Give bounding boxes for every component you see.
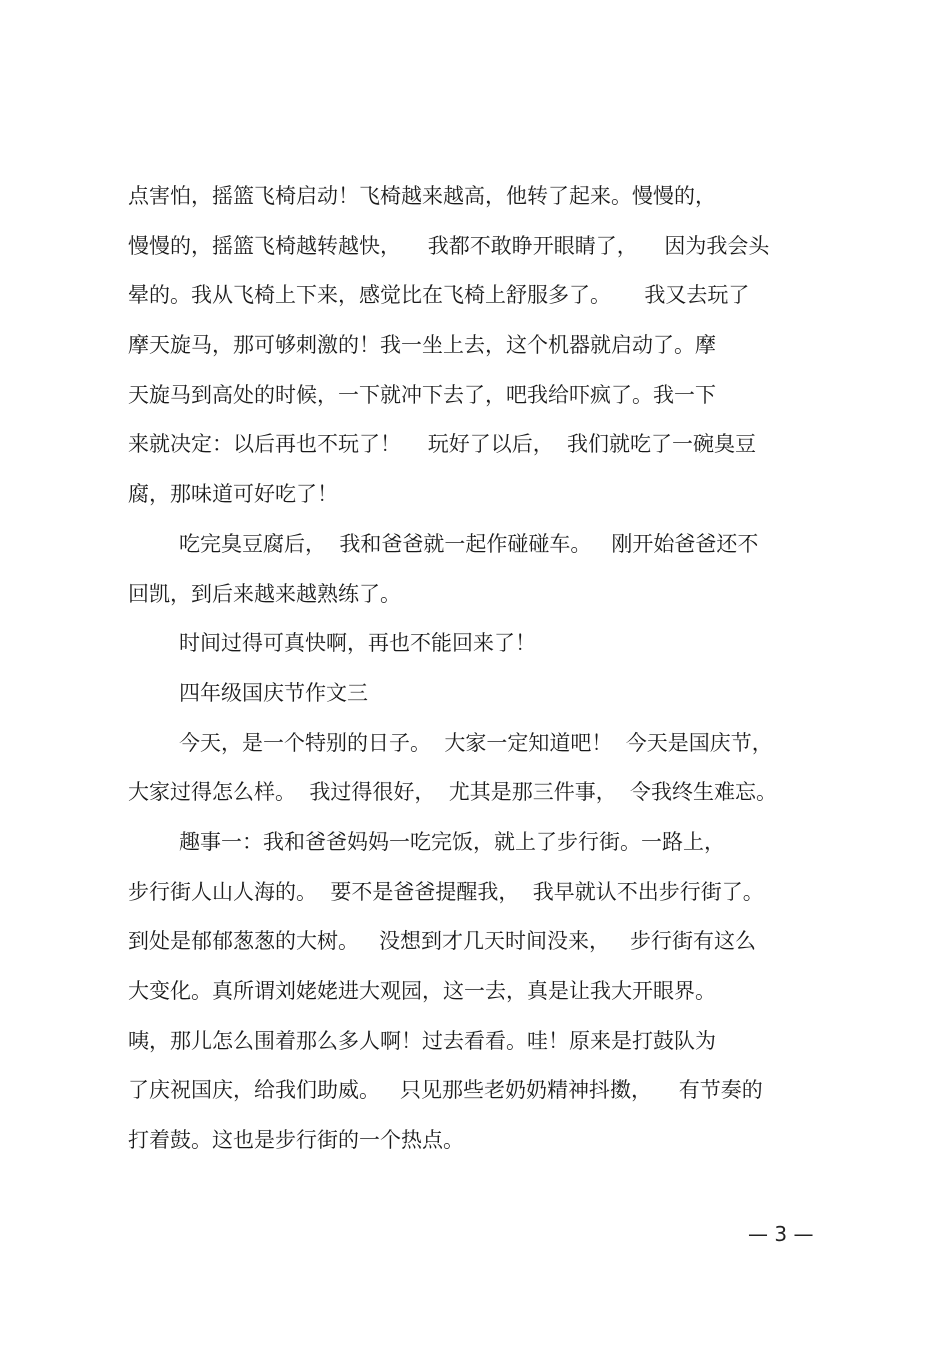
text-line: 慢慢的，摇篮飞椅越转越快， 我都不敢睁开眼睛了， 因为我会头 [128,233,770,258]
text-line: 大变化。真所谓刘姥姥进大观园，这一去，真是让我大开眼界。 [128,979,716,1003]
paragraph-start-line: 趣事一：我和爸爸妈妈一吃完饭，就上了步行街。一路上， [179,829,725,854]
text-line: 到处是郁郁葱葱的大树。 没想到才几天时间没来， 步行街有这么 [128,929,757,954]
text-line: 晕的。我从飞椅上下来，感觉比在飞椅上舒服多了。 我又去玩了 [128,283,750,308]
text-line: 腐，那味道可好吃了！ [128,482,338,507]
text-line: 点害怕，摇篮飞椅启动！飞椅越来越高，他转了起来。慢慢的， [128,184,716,208]
text-line: 来就决定：以后再也不玩了！ 玩好了以后， 我们就吃了一碗臭豆 [128,432,757,457]
text-line: 回凯，到后来越来越熟练了。 [128,581,401,606]
paragraph-start-line: 今天，是一个特别的日子。 大家一定知道吧！ 今天是国庆节， [179,730,773,755]
paragraph-start-line: 时间过得可真快啊，再也不能回来了！ [179,631,536,656]
section-title: 四年级国庆节作文三 [179,680,368,705]
text-line: 大家过得怎么样。 我过得很好， 尤其是那三件事， 令我终生难忘。 [128,780,778,805]
paragraph-start-line: 吃完臭豆腐后， 我和爸爸就一起作碰碰车。 刚开始爸爸还不 [179,531,759,556]
text-line: 咦，那儿怎么围着那么多人啊！过去看看。哇！原来是打鼓队为 [128,1028,716,1053]
text-line: 步行街人山人海的。 要不是爸爸提醒我， 我早就认不出步行街了。 [128,879,764,904]
text-line: 天旋马到高处的时候，一下就冲下去了，吧我给吓疯了。我一下 [128,382,716,407]
page-number: — 3 — [748,1222,814,1246]
text-line: 了庆祝国庆，给我们助威。 只见那些老奶奶精神抖擞， 有节奏的 [128,1078,763,1103]
essay-body [128,172,828,1166]
text-line: 打着鼓。这也是步行街的一个热点。 [128,1128,464,1153]
text-line: 摩天旋马，那可够刺激的！我一坐上去，这个机器就启动了。摩 [128,333,716,358]
